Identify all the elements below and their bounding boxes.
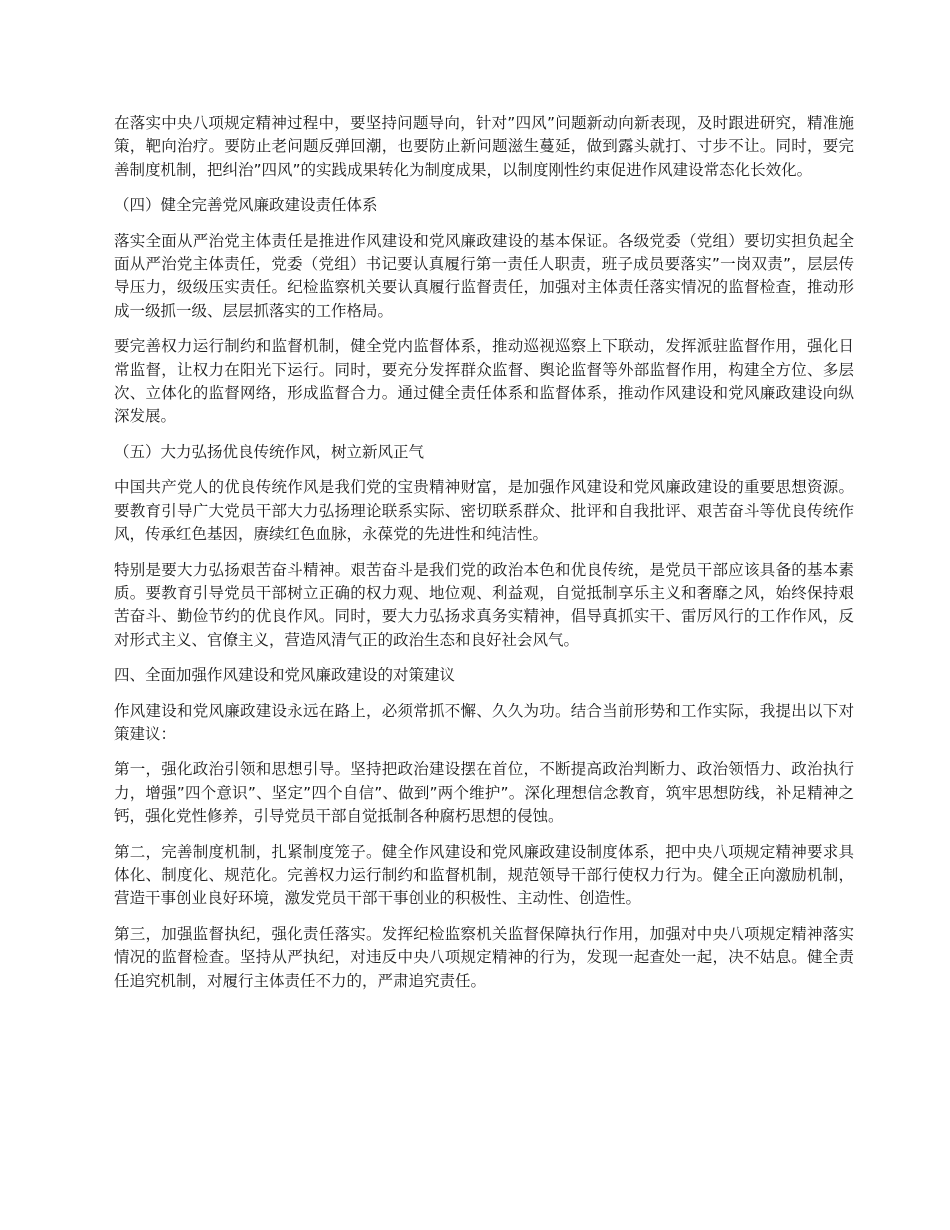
section-heading: （五）大力弘扬优良传统作风，树立新风正气 <box>114 442 425 461</box>
document-body <box>114 112 854 1005</box>
chapter-heading: 四、全面加强作风建设和党风廉政建设的对策建议 <box>114 666 456 685</box>
paragraph: 第二，完善制度机制，扎紧制度笼子。健全作风建设和党风廉政建设制度体系，把中央八项规定精神要求具体化、制度化、规范化。完善权力运行制约和监督机制，规范领导干部行使权力行为。健全正向激励机制，营造干事创业良好环境，激发党员干部干事创业的积极性、主动性、创造性。 <box>114 842 854 908</box>
paragraph: 特别是要大力弘扬艰苦奋斗精神。艰苦奋斗是我们党的政治本色和优良传统，是党员干部应该具备的基本素质。要教育引导党员干部树立正确的权力观、地位观、利益观，自觉抵制享乐主义和奢靡之风，始终保持艰苦奋斗、勤俭节约的优良作风。同时，要大力弘扬求真务实精神，倡导真抓实干、雷厉风行的工作作风，反对形式主义、官僚主义，营造风清气正的政治生态和良好社会风气。 <box>114 560 854 649</box>
section-heading: （四）健全完善党风廉政建设责任体系 <box>114 196 378 215</box>
paragraph: 落实全面从严治党主体责任是推进作风建设和党风廉政建设的基本保证。各级党委（党组）要切实担负起全面从严治党主体责任，党委（党组）书记要认真履行第一责任人职责，班子成员要落实”一岗双责”，层层传导压力，级级压实责任。纪检监察机关要认真履行监督责任，加强对主体责任落实情况的监督检查，推动形成一级抓一级、层层抓落实的工作格局。 <box>114 231 854 320</box>
paragraph: 第一，强化政治引领和思想引导。坚持把政治建设摆在首位，不断提高政治判断力、政治领悟力、政治执行力，增强”四个意识”、坚定”四个自信”、做到”两个维护”。深化理想信念教育，筑牢思想防线，补足精神之钙，强化党性修养，引导党员干部自觉抵制各种腐朽思想的侵蚀。 <box>114 760 854 826</box>
paragraph: 作风建设和党风廉政建设永远在路上，必须常抓不懈、久久为功。结合当前形势和工作实际，我提出以下对策建议： <box>114 701 854 743</box>
paragraph: 中国共产党人的优良传统作风是我们党的宝贵精神财富，是加强作风建设和党风廉政建设的重要思想资源。要教育引导广大党员干部大力弘扬理论联系实际、密切联系群众、批评和自我批评、艰苦奋斗等优良传统作风，传承红色基因，赓续红色血脉，永葆党的先进性和纯洁性。 <box>114 478 854 544</box>
paragraph: 要完善权力运行制约和监督机制，健全党内监督体系，推动巡视巡察上下联动，发挥派驻监督作用，强化日常监督，让权力在阳光下运行。同时，要充分发挥群众监督、舆论监督等外部监督作用，构建全方位、多层次、立体化的监督网络，形成监督合力。通过健全责任体系和监督体系，推动作风建设和党风廉政建设向纵深发展。 <box>114 337 854 426</box>
paragraph: 在落实中央八项规定精神过程中，要坚持问题导向，针对”四风”问题新动向新表现，及时跟进研究，精准施策，靶向治疗。要防止老问题反弹回潮，也要防止新问题滋生蔓延，做到露头就打、寸步不让。同时，要完善制度机制，把纠治”四风”的实践成果转化为制度成果，以制度刚性约束促进作风建设常态化长效化。 <box>114 114 854 179</box>
paragraph: 第三，加强监督执纪，强化责任落实。发挥纪检监察机关监督保障执行作用，加强对中央八项规定精神落实情况的监督检查。坚持从严执纪，对违反中央八项规定精神的行为，发现一起查处一起，决不姑息。健全责任追究机制，对履行主体责任不力的，严肃追究责任。 <box>114 924 854 990</box>
